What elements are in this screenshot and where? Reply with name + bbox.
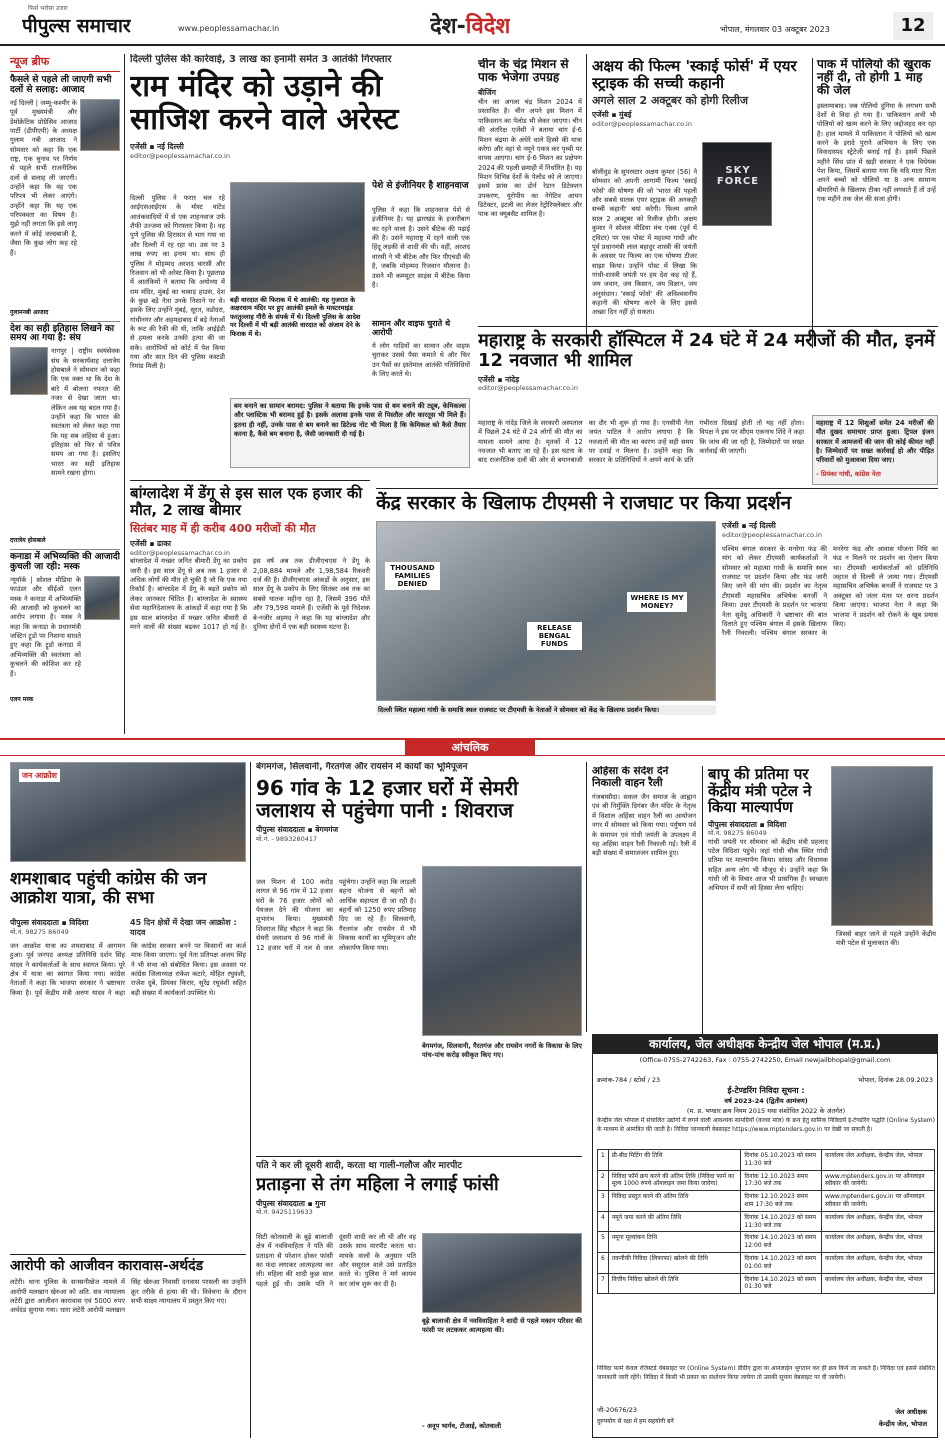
- bapu-body: गांधी जयंती पर सोमवार को केंद्रीय मंत्री प्रहलाद पटेल विदिशा पहुंचे। जहां गांधी चौक स्थित गांधी प्रतिमा पर माल्यार्पण किया। सांसद और विधायक सहित अन्य लोग भी मौजूद थे। उन्होंने कहा कि गांधी जी के विचार आज भी प्रासंगिक हैं। स्वच्छता अभियान में सभी को हिस्सा लेना चाहिए।: [708, 837, 828, 893]
- brand-tag: फिर्स भरोसा उजार: [28, 5, 68, 12]
- semari-photo-caption: बेगमगंज, सिलवानी, गैरतगंज और रायसेन नगरों के विकास के लिए पांच-पांच करोड़ स्वीकृत किए गए।: [422, 1042, 582, 1060]
- aropi-headline: आरोपी को आजीवन कारावास-अर्थदंड: [10, 1258, 204, 1274]
- tmc-placard-3: WHERE IS MY MONEY?: [627, 592, 687, 612]
- brief-1-body: नई दिल्ली | जम्मू-कश्मीर के पूर्व मुख्यमंत्री और डेमोक्रेटिक प्रोग्रेसिव आजाद पार्टी (डीपीएपी) के अध्यक्ष गुलाम नबी आजाद ने सोमवार को कहा कि एक राष्ट्र, एक चुनाव पर निर्णय से पहले सभी राजनीतिक दलों से सलाह ली जाएगी। उन्होंने कहा कि वह एक परिपत्र भी लेकर आएंगे। उन्होंने कहा कि यह एक परिपक्वता का विषय है। मुझे नहीं लगता कि इसे लागू करने में कोई जल्दबाजी है, जैसा कि कुछ लोग कह रहे हैं।: [10, 98, 77, 257]
- tender-row: [598, 1273, 935, 1294]
- lead-side-body-2: ये लोग गाड़ियों का सामान और वाइफ चुराकर उससे पैसा कमाते थे और फिर उन पैसों का इस्तेमाल आतंकी गतिविधियों के लिए करते थे।: [372, 342, 470, 379]
- tender-title: कार्यालय, जेल अधीक्षक केन्द्रीय जेल भोपाल (म.प्र.): [593, 1035, 937, 1054]
- brief-2-photo-caption: दत्तात्रेय होसबाले: [10, 537, 46, 545]
- tender-row: [598, 1170, 935, 1191]
- tarpana-story: [256, 1156, 582, 1440]
- tarpana-body: सिटी कोतवाली के बूढ़े बालाजी क्षेत्र में नवविवाहिता ने पति की प्रताड़ना से परेशान होकर फांसी का फंदा लगाकर आत्महत्या कर ली। महिला की शादी कुछ साल पहले हुई थी। उसके पति ने दूसरी शादी कर ली थी और वह उसके साथ मारपीट करता था। मायके वालों के अनुसार पति और ससुराल वाले उसे प्रताड़ित करते थे। पुलिस ने मर्ग कायम कर जांच शुरू कर दी है।: [256, 1233, 416, 1288]
- china-body: चीन का अगला चंद्र मिशन 2024 में प्रस्तावित है। चीन अपने इस मिशन में पाकिस्तान का पेलोड भी लेकर जाएगा। चीन की अंतरिक्ष एजेंसी ने बताया चांग ई-6 मिशन चंद्रमा के अंधेरे वाले हिस्से की यात्रा करेगा और वहां से नमूने एकत्र कर पृथ्वी पर वापस आएगा। चांग ई-6 मिशन का प्रक्षेपण 2024 की पहली छमाही में निर्धारित है। यह मिशन विभिन्न देशों के पेलोड को ले जाएगा। इसमें फ्रांस का डोर्न रेडान डिटेक्शन उपकरण, यूरोपीय का नेगेटिव आयन डिटेक्टर, इटली का लेजर रेट्रोरिफ्लेक्टर और पाक का क्यूबसैट शामिल है।: [478, 98, 582, 219]
- lead-box: बम बनाने का सामान बरामद: पुलिस ने बताया कि इनके पास से बम बनाने की ट्यूब, केमिकल्स और प्लास्टिक भी बरामद हुई है। इसके अलावा इनके पास से पिस्तौल और कारतूस भी मिले हैं। इतना ही नहीं, उनके पास से बम बनाने का डिटेल्ड नोट भी मिला है कि केमिकल को कैसे तैयार करना है, कैसे बम बनाना है, जैसी जानकारी दी गई है।: [230, 398, 470, 468]
- bapu-headline: बापू की प्रतिमा पर केंद्रीय मंत्री पटेल ने किया माल्यार्पण: [708, 766, 812, 816]
- section-title-left: देश-: [430, 14, 466, 39]
- film-poster-title: SKY FORCE: [716, 165, 760, 187]
- tender-code-note: दुरुपयोग से रक्षा में हम सहयोगी बनें: [597, 1418, 674, 1425]
- maharashtra-quote-box: [812, 415, 938, 485]
- semari-photo: [422, 866, 582, 1036]
- tender-row: [598, 1150, 935, 1171]
- maharashtra-body: महाराष्ट्र के नांदेड़ जिले के सरकारी अस्पताल में पिछले 24 घंटे में 24 लोगों की मौत का मामला सामने आया है। मृतकों में 12 नवजात भी बताए जा रहे हैं। इस घटना के बाद राजनीतिक दलों की ओर से बयानबाजी का दौर भी शुरू हो गया है। एनसीपी नेता जयंत पाटिल ने आरोप लगाया है कि नवजातों की मौत का कारण उन्हें सही समय पर दवाई न मिलना है। उन्होंने कहा कि सरकार के प्रतिनिधियों ने अपने कार्य के प्रति गंभीरता दिखाई होती तो यह नहीं होता। विपक्ष ने इस पर सीएम एकनाथ शिंदे ने कहा कि जांच की जा रही है, जिम्मेदारों पर सख्त कार्रवाई की जाएगी।: [478, 419, 804, 465]
- lead-photo: [230, 182, 365, 292]
- tarpana-byline: पीपुल्स संवाददाता ▪ गुना: [256, 1198, 326, 1208]
- lead-side-head: पेशे से इंजीनियर है शाहनवाज: [372, 181, 469, 191]
- tender-cell-date: दिनांक 12.10.2023 समय शाम 17:30 बजे तक: [741, 1191, 822, 1212]
- tmc-photo: [376, 521, 716, 701]
- dengue-headline: बांग्लादेश में डेंगू से इस साल एक हजार की मौत, 2 लाख बीमार: [130, 484, 363, 519]
- semari-body: जल मिशन से 100 करोड़ लागत से 96 गांव में 12 हजार घरों के 76 हजार लोगों को पेयजल देने की योजना का शुभारंभ किया। मुख्यमंत्री शिवराज सिंह चौहान ने कहा कि सेमरी जलाशय से 96 गांवों के 12 हजार घरों में नल से जल पहुंचेगा। उन्होंने कहा कि लाड़ली बहना योजना से बहनों को आर्थिक सहायता दी जा रही है। बहनों को 1250 रुपए प्रतिमाह दिए जा रहे हैं। सिलवानी, गैरतगंज और रायसेन में भी विकास कार्यों का भूमिपूजन और लोकार्पण किया गया।: [256, 878, 416, 952]
- brief-2-head: देश का सही इतिहास लिखने का समय आ गया है: संघ: [10, 321, 120, 345]
- brief-3-photo: [84, 576, 120, 620]
- tender-signature-2: केन्द्रीय जेल, भोपाल: [878, 1420, 927, 1428]
- tender-cell-place: कार्यालय जेल अधीक्षक, केन्द्रीय जेल, भोपाल: [822, 1232, 935, 1253]
- column-divider: [586, 54, 587, 344]
- tender-notice-ref: (म. प्र. भण्डार क्रय नियम 2015 यथा संशोधित 2022 के अंतर्गत): [686, 1107, 846, 1115]
- lead-kicker: दिल्ली पुलिस की कार्रवाई, 3 लाख का इनामी समेत 3 आतंकी गिरफ्तार: [130, 54, 392, 65]
- maharashtra-story: [478, 326, 938, 486]
- tender-intro: केन्द्रीय जेल भोपाल में संचालित उद्योगों में लगने वाली आवश्यक सामग्रियों (कच्चा माल) के क्रय हेतु सामिक निविदायें ई-टेण्डरिंग पद्धति (Online System) के माध्यम से आमंत्रित की जाती है। निविदा जानकारी वेबसाइट https://www.mptenders.gov.in पर देखी जा सकती है।: [597, 1117, 935, 1133]
- tender-table: [597, 1149, 935, 1359]
- tmc-byline: एजेंसी ▪ नई दिल्ली: [722, 521, 776, 530]
- tender-cell-sn: 4: [598, 1211, 609, 1232]
- aropi-story: [10, 1254, 246, 1440]
- tender-cell-date: दिनांक 14.10.2023 को समय 01:30 बजे: [741, 1273, 822, 1294]
- lead-email: editor@peoplessamachar.co.in: [130, 151, 230, 160]
- akshay-body: बॉलीवुड के सुपरस्टार अक्षय कुमार (56) ने सोमवार को अपनी आगामी फिल्म 'स्काई फोर्स' की घोषणा की जो 'भारत की पहली और सबसे घातक एयर स्ट्राइक की अनकही सच्ची कहानी' बयां करेगी। फिल्म अगले साल 2 अक्टूबर को रिलीज होगी। अक्षय कुमार ने सोशल मीडिया मंच एक्स (पूर्व में ट्विटर) पर एक पोस्ट में महात्मा गांधी और पूर्व प्रधानमंत्री लाल बहादुर शास्त्री की जयंती के अवसर पर फिल्म का एक घोषणा टीजर साझा किया। उन्होंने पोस्ट में लिखा कि गांधी-शास्त्री जयंती पर हम देश कह रहे हैं, जय जवान, जय किसान, जय विज्ञान, जय अनुसंधान। 'स्काई फोर्स' की अविश्वसनीय कहानी की घोषणा करने के लिए इससे अच्छा दिन नहीं हो सकता।: [592, 168, 697, 317]
- tender-cell-place: कार्यालय जेल अधीक्षक, केन्द्रीय जेल, भोपाल: [822, 1211, 935, 1232]
- dateline: भोपाल, मंगलवार 03 अक्टूबर 2023: [720, 25, 830, 34]
- film-poster: [702, 142, 772, 226]
- tender-cell-place: कार्यालय जेल अधीक्षक, केन्द्रीय जेल, भोपाल: [822, 1273, 935, 1294]
- tender-cell-date: दिनांक 14.10.2023 को समय 11:30 बजे तक: [741, 1211, 822, 1232]
- tender-cell-sn: 5: [598, 1232, 609, 1253]
- maharashtra-byline: एजेंसी ▪ नांदेड़: [478, 374, 520, 384]
- tender-notice: [592, 1034, 938, 1438]
- ahinsa-story: [592, 766, 696, 1036]
- brief-2-body: नागपुर | राष्ट्रीय स्वयंसेवक संघ के सरकार्यवाह दत्तात्रेय होसबाले ने सोमवार को कहा कि एक वक्त था कि देश के बारे में बोलना नफरत की नजर से देखा जाता था। लेकिन अब यह बदल गया है। उन्होंने कहा कि भारत की स्वतंत्रता को लेकर कहा गया कि यह सब अहिंसा से हुआ। इतिहास को फिर से पवित्र समय आ गया है। इसलिए भारत का सही इतिहास सामने रखना होगा।: [51, 347, 120, 478]
- tender-cell-sn: 7: [598, 1273, 609, 1294]
- tender-cell-sn: 1: [598, 1150, 609, 1171]
- brief-1-head: फैसले से पहले ली जाएगी सभी दलों से सलाह: आजाद: [10, 75, 112, 95]
- akshay-headline: अक्षय की फिल्म 'स्काई फोर्स' में एयर स्ट्राइक की सच्ची कहानी: [592, 58, 797, 92]
- lead-side-head-2: सामान और वाइफ चुराते थे आरोपी: [372, 319, 451, 337]
- tender-notice-title: ई-टेण्डरिंग निविदा सूचना :: [727, 1086, 805, 1095]
- tarpana-photo-caption: बूढ़े बालाजी क्षेत्र में नवविवाहिता ने शादी से पहले मकान परिसर की फांसी पर लटककर आत्महत्या की।: [422, 1317, 582, 1335]
- lead-byline: एजेंसी ▪ नई दिल्ली: [130, 142, 184, 151]
- bapu-mobile: मो.नं. 98275 86049: [708, 829, 767, 838]
- semari-headline: 96 गांव के 12 हजार घरों में सेमरी जलाशय से पहुंचेगा पानी : शिवराज: [256, 775, 519, 822]
- aropi-body: लटेरी। थाना पुलिस के सनसनीखेज मामले में आरोपी मलखान खेरुआ को अति. सत्र न्यायालय लटेरी द्वारा आजीवन कारावास एवं 5000 रुपए अर्थदंड सुनाया गया। धारा लटेरी आरोपी मलखान सिंह खेरुआ निवासी दनवास परसली का उन्होंने क्रूर तरीके से हत्या की थी। विवेचना के दौरान सभी साक्ष्य न्यायालय में प्रस्तुत किए गए।: [10, 1278, 246, 1315]
- tender-cell-sn: 3: [598, 1191, 609, 1212]
- tender-cell-place: www.mptenders.gov.in पर ऑनलाइन स्वीकार की जायेगी।: [822, 1191, 935, 1212]
- brief-3-photo-caption: एलन मस्क: [10, 695, 34, 703]
- ahinsa-body: गंजबासौदा। सकल जैन समाज के आह्वान एवं श्री निर्मुक्ति दिगंबर जैन मंदिर के नेतृत्व में विशाल अहिंसा वाहन रैली का आयोजन नगर में सोमवार को किया गया। पर्युषण पर्व के समापन एवं गांधी जयंती के उपलक्ष्य में यह अहिंसा वाहन रैली निकाली गई। रैली में बड़ी संख्या में समाजजन शामिल हुए।: [592, 793, 696, 858]
- maharashtra-quote: महाराष्ट्र में 12 शिशुओं समेत 24 मरीजों की मौत दुखद समाचार प्राप्त हुआ। ट्रिपल इंजन सरकार में आमजनों की जान की कोई कीमत नहीं है। जिम्मेदारों पर सख्त कार्रवाई हो और पीड़ित परिवारों को मुआवजा दिया जाए।: [816, 419, 934, 465]
- bapu-byline: पीपुल्स संवाददाता ▪ विदिशा: [708, 819, 787, 829]
- section-title-right: विदेश: [465, 14, 511, 39]
- tender-cell-item: नमूने जमा करने की अंतिम तिथि: [608, 1211, 741, 1232]
- bapu-photo: [831, 766, 933, 926]
- dengue-story: [130, 480, 370, 730]
- congress-byline: पीपुल्स संवाददाता ▪ विदिशा: [10, 918, 89, 927]
- congress-mobile: मो.नं. 98275 86049: [10, 928, 69, 936]
- tender-cell-place: कार्यालय जेल अधीक्षक, केन्द्रीय जेल, भोपाल: [822, 1252, 935, 1273]
- tender-cell-date: दिनांक 14.10.2023 को समय 01:00 बजे: [741, 1252, 822, 1273]
- tender-row: [598, 1191, 935, 1212]
- maharashtra-email: editor@peoplessamachar.co.in: [478, 384, 578, 393]
- congress-story: [10, 762, 246, 1256]
- akshay-story: [592, 58, 804, 348]
- tender-footer: निविदा फार्म केवल रजिस्टर्ड वेबसाइट पर (Online System) डीडीए द्वारा या आनलाईन भुगतान कर ही क्रय किये जा सकते हैं। निविदा एवं इससे संबंधित जानकारी जारी रहेंगे। निविदा में किसी भी प्रकार का संशोधन किया जायेगा तो उसकी सूचना वेबसाइट पर दी जायेगी।: [597, 1365, 935, 1381]
- congress-body: जन आक्रोश यात्रा का शमशाबाद में आगमन हुआ। पूर्व जनपद अध्यक्ष प्रतिनिधि दर्शन सिंह यादव ने कार्यकर्ताओं के साथ स्वागत किया। पूरे क्षेत्र में यात्रा का स्वागत किया गया। कांग्रेस नेताओं ने कहा कि भाजपा सरकार ने भ्रष्टाचार किया है। पूर्व केंद्रीय मंत्री अरुण यादव ने कहा कि कांग्रेस सरकार बनने पर किसानों का कर्ज माफ किया जाएगा। पूर्व नेता प्रतिपक्ष अजय सिंह ने भी सभा को संबोधित किया। इस अवसर पर कांग्रेस जिलाध्यक्ष राकेश कटारे, मोहित रघुवंशी, राजेश दुबे, प्रियंका किरार, सुरेंद्र रघुवंशी सहित बड़ी संख्या में कार्यकर्ता उपस्थित थे।: [10, 942, 246, 997]
- tmc-placard-2: RELEASE BENGAL FUNDS: [527, 622, 582, 650]
- brief-1-photo: [80, 99, 120, 151]
- tarpana-signature: - अनूप भार्गव, टीआई, कोतवाली: [422, 1422, 502, 1430]
- brief-2-photo: [10, 347, 48, 395]
- tender-contact: (Office-0755-2742263, Fax : 0755-2742250, Email newjailbhopal@gmail.com: [639, 1056, 891, 1065]
- polio-body: इस्लामाबाद। जब पोलियो दुनिया के लगभग सभी देशों से विदा हो गया है। पाकिस्तान अभी भी पोलियो को खत्म करने के लिए जद्दोजहद कर रहा है। हाल मामले में पाकिस्तान ने पोलियो को खत्म करने के इरादे पुराने अभियान के लिए एक विवादास्पद स्ट्रेटेजी बनाई गई है। इसमें पिछले महीने सिंध प्रांत में खड़ी सरकार ने एक विधेयक पेश किया, जिसमें बताया गया कि यदि माता पिता अपने बच्चों को पोलियो या 8 अन्य सामान्य बीमारियों के खिलाफ टीका नहीं लगवाते हैं तो उन्हें एक महीने तक जेल की सजा होगी।: [817, 101, 936, 204]
- tender-date: भोपाल, दिनांक 28.09.2023: [858, 1076, 933, 1084]
- congress-photo-banner: जन आक्रोश: [19, 769, 60, 782]
- tmc-photo-caption: दिल्ली स्थित महात्मा गांधी के समाधि स्थल राजघाट पर टीएमसी के नेताओं ने सोमवार को केंद्र के खिलाफ प्रदर्शन किया।: [376, 705, 716, 715]
- tender-code: जी-20676/23: [597, 1406, 637, 1414]
- dengue-deck: सितंबर माह में ही करीब 400 मरीजों की मौत: [130, 522, 316, 535]
- column-divider: [124, 54, 125, 734]
- dengue-body: बांग्लादेश में मच्छर जनित बीमारी डेंगू का प्रकोप जारी है। इस साल डेंगू से अब तक 1 हजार से अधिक लोगों की मौत हो चुकी है जो कि एक नया रिकॉर्ड है। बांग्लादेश में डेंगू के बढ़ते प्रकोप को लेकर जानकार चिंतित हैं। बांग्लादेश के स्वास्थ्य सेवा महानिदेशालय के आंकड़ों में कहा गया है कि इस साल बांग्लादेश में मच्छर जनित बीमारी से मरने वालों की संख्या बढ़कर 1017 हो गई है। इस वर्ष अब तक डीजीएचएस ने डेंगू के 2,08,884 मामले और 1,98,584 रिकवरी दर्ज की है। डीजीएचएस आंकड़ों के अनुसार, इस साल डेंगू के प्रकोप के लिए सितंबर अब तक का सबसे घातक महीना रहा है, जिसमें 396 मौतें और 79,598 मामले हैं। एजेंसी के पूर्व निदेशक बे-नजीर अहमद ने कहा कि यह बांग्लादेश और दुनिया दोनों में एक बड़ी स्वास्थ्य घटना है।: [130, 557, 370, 631]
- tarpana-photo: [422, 1233, 582, 1313]
- masthead: [0, 0, 945, 46]
- tender-ref: क्रमांक-784 / स्टोर्स / 23: [597, 1076, 661, 1084]
- lead-headline: राम मंदिर को उड़ाने की साजिश करने वाले अरेस्ट: [130, 69, 399, 137]
- tender-cell-item: प्री-बीड मिटिंग की तिथि: [608, 1150, 741, 1171]
- tender-cell-item: नमूना मूल्यांकन तिथि: [608, 1232, 741, 1253]
- tender-cell-date: दिनांक 12.10.2023 समय 17:30 बजे तक: [741, 1170, 822, 1191]
- page-number: 12: [893, 12, 933, 40]
- china-story: [478, 58, 582, 358]
- tender-cell-sn: 6: [598, 1252, 609, 1273]
- bapu-story: [702, 766, 938, 1036]
- china-byline: बीजिंग: [478, 88, 496, 98]
- tender-cell-item: निविदा फॉर्म क्रय करने की अंतिम तिथि (निविदा फार्म का मूल्य 1000 रुपये ऑनलाइन जमा किया जावेगा): [608, 1170, 741, 1191]
- tender-cell-item: निविदा प्रस्तुत करने की अंतिम तिथि: [608, 1191, 741, 1212]
- tender-row: [598, 1232, 935, 1253]
- dengue-email: editor@peoplessamachar.co.in: [130, 548, 230, 557]
- section-band: [0, 738, 945, 756]
- bapu-side: जिससे बाहर जाने से पहले उन्होंने केंद्रीय मंत्री पटेल से मुलाकात की।: [836, 930, 936, 948]
- brief-3-head: कनाडा में अभिव्यक्ति की आजादी कुचली जा रही: मस्क: [10, 549, 120, 573]
- lead-body: दिल्ली पुलिस ने फरार चल रहे आईएसआईएस के मोस्ट वांटेड आतंकवादियों में से एक शाहनवाज उर्फ शैफी उज्जमा को गिरफ्तार किया है। वह पुणे पुलिस की हिरासत से भाग गया था और दिल्ली में रह रहा था। उस पर 3 लाख रुपए का इनाम था। साथ ही पुलिस ने मोहम्मद अरशद वारसी और रिजवान को भी अरेस्ट किया है। पूछताछ में आतंकियों ने बताया कि अयोध्या में राम मंदिर, मुंबई का चाबाड़ हाउस, देश के कुछ बड़े नेता उनके निशाने पर थे। इसके लिए उन्होंने मुंबई, सूरत, वडोदरा, गांधीनगर और अहमदाबाद में बड़े नेताओं के रूट की रैकी की थी, ताकि आईईडी से हमला करके उनकी हत्या की जा सके। आरोपियों को कोर्ट में पेश किया गया और सात दिन की पुलिस कस्टडी रिमांड मिली है।: [130, 194, 225, 371]
- section-band-label: आंचलिक: [405, 740, 535, 756]
- lead-side-body: पुलिस ने कहा कि शाहनवाज पेशे से इंजीनियर है। यह झारखंड के हजारीबाग का रहने वाला है। उसने बीटेक की पढ़ाई की है। उसने महाराष्ट्र में रहने वाली एक हिंदू लड़की से शादी की थी। वहीं, अरशद वारसी ने भी बीटेक और फिर पीएचडी की है, जबकि मोहम्मद रिजवान मौलाना है। उसने भी कम्प्यूटर साइंस में बीटेक किया है।: [372, 206, 470, 289]
- tmc-email: editor@peoplessamachar.co.in: [722, 531, 822, 539]
- akshay-email: editor@peoplessamachar.co.in: [592, 119, 692, 128]
- semari-byline: पीपुल्स संवाददाता ▪ बेगमगंज: [256, 824, 339, 834]
- tender-cell-sn: 2: [598, 1170, 609, 1191]
- tender-notice-sub: वर्ष 2023-24 (द्वितीय आमंत्रण): [724, 1097, 808, 1105]
- tarpana-headline: प्रताड़ना से तंग महिला ने लगाई फांसी: [256, 1173, 499, 1195]
- semari-kicker: बेगमगंज, सिलवानी, गैरतगंज और रायसेन में कार्यों का भूमिपूजन: [256, 762, 468, 772]
- brand-logo: पीपुल्स समाचार: [22, 15, 131, 37]
- tmc-placard-1: THOUSAND FAMILIES DENIED: [385, 562, 440, 590]
- polio-story: [812, 58, 936, 348]
- site-url: www.peoplessamachar.in: [178, 24, 280, 33]
- dengue-byline: एजेंसी ▪ ढाका: [130, 539, 171, 549]
- tender-cell-item: तकनीकी निविदा (लिफाफा) खोलने की तिथि: [608, 1252, 741, 1273]
- akshay-deck: अगले साल 2 अक्टूबर को होगी रिलीज: [592, 94, 748, 107]
- lead-story: [130, 54, 470, 474]
- column-divider: [586, 762, 587, 1032]
- maharashtra-quote-sig: - प्रियंका गांधी, कांग्रेस नेता: [816, 470, 881, 478]
- tmc-body: पश्चिम बंगाल सरकार के मनरेगा फंड की मांग को लेकर टीएमसी कार्यकर्ताओं ने सोमवार को महात्मा गांधी के समाधि स्थल राजघाट पर प्रदर्शन किया और फंड जारी किए जाने की मांग की। प्रदर्शन का नेतृत्व टीएमसी महासचिव अभिषेक बनर्जी ने किया। उधर टीएमसी के प्रदर्शन पर भाजपा नेता सुवेंदु अधिकारी ने भ्रष्टाचार की बात दिलाते हुए पश्चिम बंगाल में इसके खिलाफ रैली निकाली। पश्चिम बंगाल सरकार के मनरेगा फंड और आवास योजना निधि का फंड न मिलने पर प्रदर्शन का ऐलान किया था। टीएमसी कार्यकर्ताओं को प्रतिनिधि जहाज से दिल्ली ले जाया गया। टीएमसी महासचिव अभिषेक बनर्जी ने राजघाट पर 3 अक्टूबर को जंतर मंतर पर धरना प्रदर्शन किया जाएगा। भाजपा नेता ने कहा कि भाजपा ने प्रदर्शन को रोकने के खूब प्रयास किए।: [722, 545, 938, 638]
- column-divider: [250, 762, 251, 1438]
- congress-subhead: 45 दिन क्षेत्रों में देखा जन आक्रोश : यादव: [130, 918, 237, 937]
- tender-cell-item: वित्तीय निविदा खोलने की तिथि: [608, 1273, 741, 1294]
- tender-cell-place: www.mptenders.gov.in पर ऑनलाइन स्वीकार की जायेगी।: [822, 1170, 935, 1191]
- brief-3-body: न्यूयॉर्क | सोशल मीडिया के फाउंडर और सीईओ एलन मस्क ने कनाडा में अभिव्यक्ति की आजादी को कुचलने का आरोप लगाया है। मस्क ने कहा कि कनाडा के प्रधानमंत्री जस्टिन ट्रूडो पर निशाना साधते हुए कहा कि ट्रूडो कनाडा में अभिव्यक्ति की स्वतंत्रता को कुचलने की कोशिश कर रहे हैं।: [10, 575, 81, 678]
- maharashtra-headline: महाराष्ट्र के सरकारी हॉस्पिटल में 24 घंटे में 24 मरीजों की मौत, इनमें 12 नवजात भी शामिल: [478, 330, 935, 371]
- section-title: [430, 10, 510, 40]
- tender-cell-date: दिनांक 05.10.2023 को समय 11:30 बजे: [741, 1150, 822, 1171]
- congress-headline: शमशाबाद पहुंची कांग्रेस की जन आक्रोश यात्रा, की सभा: [10, 869, 207, 908]
- tarpana-kicker: पति ने कर ली दूसरी शादी, करता था गाली-गलौज और मारपीट: [256, 1161, 462, 1171]
- news-brief-label: न्यूज ब्रीफ: [10, 54, 120, 72]
- tender-row: [598, 1211, 935, 1232]
- tender-cell-place: कार्यालय जेल अधीक्षक, केन्द्रीय जेल, भोपाल: [822, 1150, 935, 1171]
- lead-photo-caption: बड़ी वारदात की फिराक में थे आतंकी: यह गुजरात के अक्षरधाम मंदिर पर हुए आतंकी हमले के मास्टरमाइंड फरतुल्लाह गौरी के संपर्क में थे। दिल्ली पुलिस के आदेश पर दिल्ली में भी बड़ी आतंकी वारदात को अंजाम देने के फिराक में थे।: [230, 296, 361, 338]
- tender-signature-1: जेल अधीक्षक: [895, 1408, 927, 1416]
- tarpana-mobile: मो.नं. 9425119633: [256, 1208, 313, 1217]
- news-brief-column: [10, 54, 120, 734]
- congress-photo: [10, 762, 246, 862]
- brief-1-photo-caption: गुलामनबी आजाद: [10, 308, 49, 316]
- tmc-story: [376, 488, 938, 738]
- tender-cell-date: दिनांक 14.10.2023 को समय 12:00 बजे: [741, 1232, 822, 1253]
- polio-headline: पाक में पोलियो की खुराक नहीं दी, तो होगी 1 माह की जेल: [817, 58, 931, 98]
- ahinsa-headline: अहिंसा के संदेश देने निकाली वाहन रैली: [592, 766, 669, 789]
- tmc-headline: केंद्र सरकार के खिलाफ टीएमसी ने राजघाट पर किया प्रदर्शन: [376, 492, 792, 514]
- semari-story: [256, 762, 582, 1152]
- tender-row: [598, 1252, 935, 1273]
- semari-mobile: मो.नं. - 9893280417: [256, 834, 318, 843]
- akshay-byline: एजेंसी ▪ मुंबई: [592, 110, 632, 120]
- china-headline: चीन के चंद्र मिशन से पाक भेजेगा उपग्रह: [478, 58, 569, 85]
